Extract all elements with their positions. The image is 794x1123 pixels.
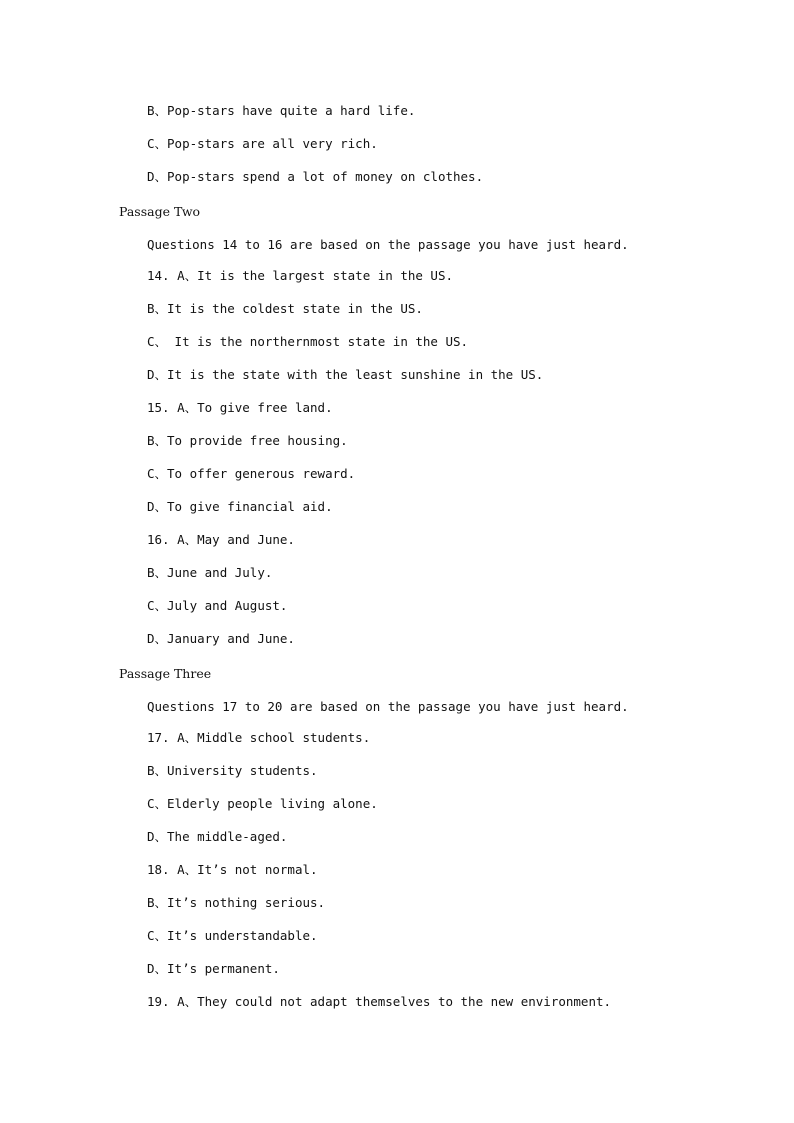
option-17a: 17. A、Middle school students. (147, 730, 371, 745)
passage-two-intro: Questions 14 to 16 are based on the passage you have just heard. (147, 237, 629, 252)
option-13c: C、Pop-stars are all very rich. (147, 136, 378, 151)
option-14a: 14. A、It is the largest state in the US. (147, 268, 453, 283)
option-16a: 16. A、May and June. (147, 532, 295, 547)
option-16b: B、June and July. (147, 565, 273, 580)
option-15d: D、To give financial aid. (147, 499, 333, 514)
option-16d: D、January and June. (147, 631, 295, 646)
option-15b: B、To provide free housing. (147, 433, 348, 448)
option-14d: D、It is the state with the least sunshine in the US. (147, 367, 544, 382)
passage-three-intro: Questions 17 to 20 are based on the passage you have just heard. (147, 699, 629, 714)
option-17d: D、The middle-aged. (147, 829, 288, 844)
option-15c: C、To offer generous reward. (147, 466, 356, 481)
option-14c: C、 It is the northernmost state in the US. (147, 334, 469, 349)
option-17b: B、University students. (147, 763, 318, 778)
option-18b: B、It’s nothing serious. (147, 895, 326, 910)
option-18d: D、It’s permanent. (147, 961, 280, 976)
option-16c: C、July and August. (147, 598, 288, 613)
option-13b: B、Pop-stars have quite a hard life. (147, 103, 416, 118)
option-14b: B、It is the coldest state in the US. (147, 301, 423, 316)
option-18a: 18. A、It’s not normal. (147, 862, 318, 877)
option-17c: C、Elderly people living alone. (147, 796, 378, 811)
option-19a: 19. A、They could not adapt themselves to the new environment. (147, 994, 612, 1009)
passage-three-title: Passage Three (119, 666, 212, 681)
option-15a: 15. A、To give free land. (147, 400, 333, 415)
option-13d: D、Pop-stars spend a lot of money on clothes. (147, 169, 484, 184)
option-18c: C、It’s understandable. (147, 928, 318, 943)
passage-two-title: Passage Two (119, 204, 201, 219)
